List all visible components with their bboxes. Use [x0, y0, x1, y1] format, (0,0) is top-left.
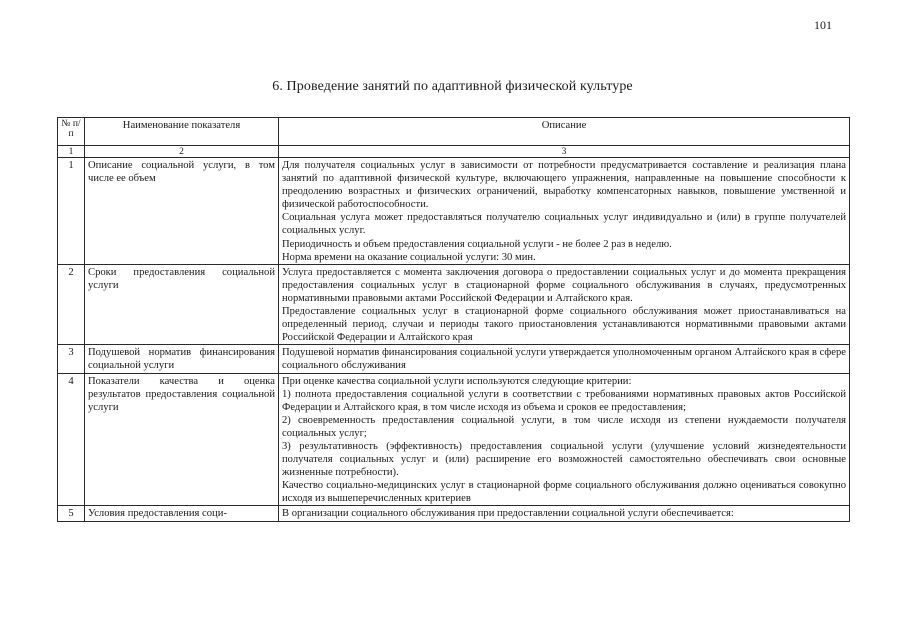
table-row	[58, 506, 850, 521]
description-paragraph: Предоставление социальных услуг в стационарной форме социального обслуживания может приостанавливаться на определенный период, случаи и периоды такого приостановления устанавливаются нормативными правовыми актами Российской Федерации и Алтайского края	[282, 306, 846, 344]
indicator-description	[279, 264, 850, 345]
header-desc: Описание	[279, 118, 850, 146]
header-row	[58, 118, 850, 146]
page-number: 101	[814, 18, 832, 32]
description-paragraph: 1) полнота предоставления социальной услуги в соответствии с требованиями нормативных правовых актов Российской Федерации и Алтайского края, в том числе исходя из объема и сроков ее предоставления;	[282, 388, 846, 413]
row-number: 2	[58, 264, 85, 345]
description-paragraph: Услуга предоставляется с момента заключения договора о предоставлении социальных услуг и до момента прекращения предоставления социальных услуг в стационарной форме социального обслуживания в случаях, предусмотренных нормативными правовыми актами Российской Федерации и Алтайского края.	[282, 266, 846, 304]
indicator-name: Подушевой норматив финансирования социальной услуги	[85, 345, 279, 373]
description-paragraph: Для получателя социальных услуг в зависимости от потребности предусматривается составление и реализация плана занятий по адаптивной физической культуре, включающего упражнения, направленные на повышение способности к преодолению возрастных и физических ограничений, выработку компенсаторных навыков, повышение умственной и физической работоспособности.	[282, 160, 846, 211]
description-paragraph: Периодичность и объем предоставления социальной услуги - не более 2 раз в неделю.	[282, 238, 672, 250]
indicator-name: Сроки предоставления социальной услуги	[85, 264, 279, 345]
column-number-row	[58, 146, 850, 158]
description-paragraph: В организации социального обслуживания при предоставлении социальной услуги обеспечивается:	[282, 508, 734, 520]
row-number: 1	[58, 158, 85, 265]
table-row	[58, 158, 850, 265]
description-paragraph: 3) результативность (эффективность) предоставления социальной услуги (улучшение условий жизнедеятельности получателя социальных услуг и (или) расширение его возможностей самостоятельно обеспечивать свои основные жизненные потребности).	[282, 440, 846, 479]
column-number: 2	[85, 146, 279, 158]
indicator-name: Описание социальной услуги, в том числе ее объем	[85, 158, 279, 265]
table-row	[58, 373, 850, 506]
description-paragraph: При оценке качества социальной услуги используются следующие критерии:	[282, 375, 632, 387]
column-number: 3	[279, 146, 850, 158]
page-title: 6. Проведение занятий по адаптивной физической культуре	[272, 79, 633, 94]
row-number: 5	[58, 506, 85, 521]
indicator-name: Условия предоставления соци-	[85, 506, 279, 521]
header-num: № п/п	[58, 118, 85, 146]
description-paragraph: Качество социально-медицинских услуг в стационарной форме социального обслуживания должно оцениваться совокупно исходя из вышеперечисленных критериев	[282, 480, 846, 505]
indicator-description	[279, 158, 850, 265]
service-table	[57, 117, 850, 522]
indicator-description	[279, 373, 850, 506]
header-name: Наименование показателя	[85, 118, 279, 146]
table-row	[58, 345, 850, 373]
description-paragraph: Социальная услуга может предоставляться получателю социальных услуг индивидуально и (или) в группе получателей социальных услуг.	[282, 212, 846, 237]
row-number: 3	[58, 345, 85, 373]
description-paragraph: 2) своевременность предоставления социальной услуги, в том числе исходя из степени нуждаемости получателя социальных услуг;	[282, 414, 846, 439]
indicator-name: Показатели качества и оценка результатов предоставления социальной услуги	[85, 373, 279, 506]
description-paragraph: Подушевой норматив финансирования социальной услуги утверждается уполномоченным органом Алтайского края в сфере социального обслуживания	[282, 347, 846, 372]
indicator-description	[279, 345, 850, 373]
row-number: 4	[58, 373, 85, 506]
description-paragraph: Норма времени на оказание социальной услуги: 30 мин.	[282, 251, 536, 263]
table-row	[58, 264, 850, 345]
indicator-description	[279, 506, 850, 521]
column-number: 1	[58, 146, 85, 158]
